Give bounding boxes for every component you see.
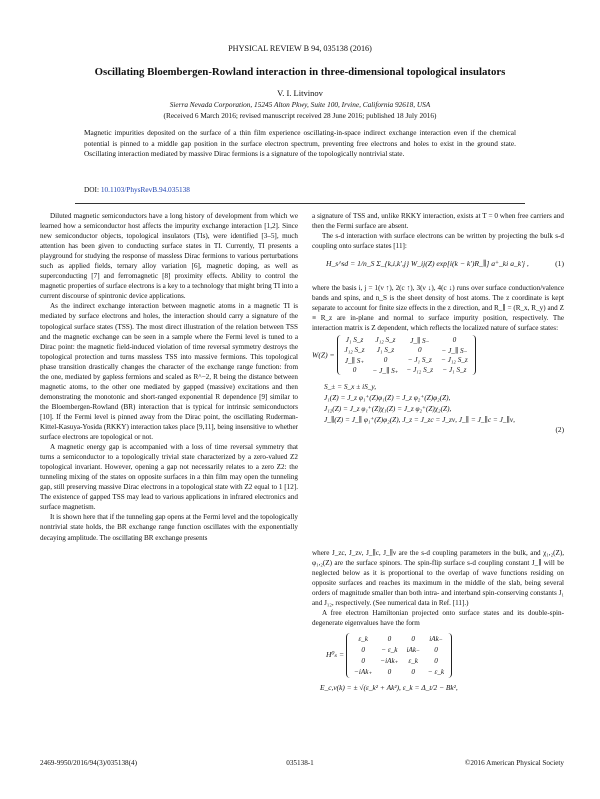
paragraph-couplings: where J_zc, J_zν, J_∥c, J_∥ν are the s-d coupling parameters in the bulk, and χ₁,₂(Z), φ₁,₂(Z) are the surface spinors. The spin-flip surface s-d coupling constant J_∥ will be neglected below as it is proportional to the overlap of wave functions residing on opposite surfaces and reaches its maximum in the middle of the slab, being several orders of magnitude smaller than both intra- and interband spin-conserving constants J₁ and J₁₂, respectively. (See numerical data in Ref. [11].) — [312, 549, 564, 608]
matrix-H-cell: −iAk₊ — [354, 668, 373, 677]
matrix-W-cell: − J₁₂ S_z — [441, 356, 468, 364]
right-column-bottom — [312, 548, 564, 693]
paragraph-intro: Diluted magnetic semiconductors have a long history of development from which we learned how a semiconductor host affects the impurity exchange interaction [1,2]. Since new semiconductor objects, topological insulators (TIs), were identified [3–5], much attention has been given to conducting surface states in TI. Currently, TI presents a playground for studying the response of massless Dirac fermions to various perturbations such as applied fields, ternary alloy variation [6], magnetic doping, as well as superconducting [7] and ferromagnetic [8] proximity effects. Ability to control the magnetic properties of surface electrons is a key to a technology that might bring TI into a current discourse of spintronic device applications. — [40, 212, 298, 301]
matrix-W — [337, 335, 476, 375]
matrix-H-cell: ε_k — [408, 656, 418, 665]
equation-2-number: (2) — [555, 425, 564, 434]
matrix-H-cell: 0 — [411, 634, 415, 643]
paragraph-basis: where the basis i, j = 1(ν ↑), 2(c ↑), 3(ν ↓), 4(c ↓) runs over surface conduction/valence bands and spins, and n_S is the sheet density of host atoms. The z coordinate is kept separate to account for finite size effects in the z direction, and R_∥ = (R_x, R_y) and Z ≡ R_z are in-plane and normal to surface impurity position, respectively. The interaction matrix is Z dependent, which reflects the localized nature of surface states: — [312, 284, 564, 333]
matrix-W-row — [341, 355, 472, 365]
left-column — [40, 211, 298, 543]
matrix-H-row — [350, 655, 448, 666]
matrix-H-row — [350, 644, 448, 655]
doi-link[interactable]: 10.1103/PhysRevB.94.035138 — [100, 185, 190, 194]
matrix-H-cell: − ε_k — [427, 668, 445, 677]
definition-line: J₁₂(Z) = J_z φ₁⁺(Z)χ₁(Z) = J_z φ₂⁺(Z)χ₂(Z), — [324, 404, 452, 413]
paragraph-signature: a signature of TSS and, unlike RKKY interaction, exists at T = 0 when free carriers and then the Fermi surface are absent. — [312, 212, 564, 231]
matrix-W-cell: J_∥ S₋ — [410, 336, 430, 345]
paragraph-exchange: As the indirect exchange interaction between magnetic atoms in a magnetic TI is mediated by surface electrons and holes, the interaction should carry a signature of the topological surface states (TSS). The most direct illustration of the relation between TSS and the magnetic exchange can be seen in a sample where the Fermi level is tuned to a Dirac point: the magnetic field-induced violation of time reversal symmetry destroys the topological protection and turns massless TSS into massive fermions. This topological phase transition drastically changes the character of the exchange range function: from the one, mediated by gapless fermions and scaled as R^−2, R being the distance between magnetic atoms, to the other one mediated by gapped (massive) excitations and then demonstrating the monotonic and short-ranged exponential R dependence [9] similar to the Bloembergen-Rowland (BR) interaction that is typical for intrinsic semiconductors [10]. If the Fermi level is pinned away from the Dirac point, the oscillating Ruderman-Kittel-Kasuya-Yosida (RKKY) interaction takes place [9,11], being insensitive to whether surface electrons are topological or not. — [40, 302, 298, 442]
matrix-H-row — [350, 667, 448, 678]
doi-label: DOI: — [84, 185, 99, 194]
matrix-H-cell: 0 — [434, 656, 438, 665]
paragraph-result: It is shown here that if the tunneling gap opens at the Fermi level and the topologically nontrivial state holds, the BR exchange range function oscillates with the exponentially decaying amplitude. The oscillating BR exchange presents — [40, 513, 298, 542]
footer-page: 035138-1 — [286, 759, 314, 767]
matrix-H-cell: −iAk₊ — [380, 656, 399, 665]
matrix-H-cell: 0 — [434, 645, 438, 654]
equation-1-number: (1) — [555, 259, 564, 269]
received-dates: (Received 6 March 2016; revised manuscript received 28 June 2016; published 18 July 2016) — [163, 111, 437, 120]
matrix-H-equation — [326, 633, 564, 677]
matrix-H-row — [350, 633, 448, 644]
matrix-W-cell: J₁ S_z — [376, 346, 395, 354]
matrix-W-row — [341, 345, 472, 355]
matrix-W-cell: J_∥ S₊ — [344, 356, 365, 365]
matrix-W-cell: − J_∥ S₋ — [441, 346, 468, 355]
matrix-H-cell: 0 — [387, 668, 392, 677]
matrix-H-cell: iAk₋ — [429, 634, 443, 643]
matrix-W-block — [312, 335, 564, 435]
matrix-H-cell: iAk₋ — [406, 645, 420, 654]
matrix-W-cell: − J₁ S_z — [442, 366, 467, 374]
author-name: V. I. Litvinov — [277, 88, 323, 98]
journal-header: PHYSICAL REVIEW B 94, 035138 (2016) — [228, 44, 372, 53]
matrix-W-label: W(Z) = — [312, 350, 335, 360]
author-affiliation: Sierra Nevada Corporation, 15245 Alton Pkwy, Suite 100, Irvine, California 92618, USA — [169, 100, 431, 109]
matrix-H-cell: 0 — [411, 668, 415, 677]
section-divider — [75, 203, 525, 204]
matrix-W-cell: J₁₂ S_z — [344, 346, 365, 354]
coupling-definitions — [324, 381, 564, 425]
footer-copyright: ©2016 American Physical Society — [464, 759, 564, 767]
matrix-H-cell: − ε_k — [381, 645, 398, 654]
matrix-W-cell: 0 — [352, 366, 357, 374]
matrix-H-label: H⁰ₛ = — [326, 650, 345, 660]
equation-1-body: H_s^sd = 1/n_S Σ_{k,i,k′,j} W_ij(Z) exp[i(k − k′)R_∥] a⁺_ki a_k′j , — [326, 259, 529, 269]
paragraph-gap: A magnetic energy gap is accompanied with a loss of time reversal symmetry that turns a semiconductor to a topologically trivial state characterized by a zero-valued Z2 topological invariant. However, opening a gap not necessarily relates to a zero Z2: the tunneling mixing of the states on opposite surfaces in a thin film may open the tunneling gap, still preserving massive Dirac electrons in a topological state with Z2 equal to 1 [12]. The existence of gapped TSS may lead to various applications in infrared electronics and surface magnetism. — [40, 443, 298, 512]
definition-line: S_± = S_x ± iS_y, — [324, 382, 377, 391]
definition-line: J_∥(Z) = J_∥ φ₁⁺(Z)φ₂(Z), J_z = J_zc = J_zν, J_∥ = J_∥c = J_∥ν, — [324, 415, 515, 424]
matrix-W-cell: J₁₂ S_z — [375, 336, 396, 344]
matrix-W-cell: 0 — [452, 336, 457, 344]
matrix-W-cell: 0 — [383, 356, 388, 364]
paper-title: Oscillating Bloembergen-Rowland interaction in three-dimensional topological insulators — [94, 66, 506, 78]
right-column-top — [312, 211, 564, 333]
equation-1 — [326, 259, 564, 275]
paragraph-sd-intro: The s-d interaction with surface electrons can be written by projecting the bulk s-d coupling onto surface states [11]: — [312, 232, 564, 251]
matrix-W-cell: − J_∥ S₊ — [372, 366, 399, 375]
matrix-W-cell: J₁ S_z — [345, 336, 364, 344]
equation-2 — [312, 425, 564, 435]
matrix-H-cell: 0 — [361, 656, 365, 665]
matrix-W-cell: 0 — [417, 346, 422, 354]
matrix-W-cell: − J₁ S_z — [407, 356, 432, 364]
matrix-W-row — [341, 365, 472, 375]
definition-line: J₁(Z) = J_z φ₁⁺(Z)φ₁(Z) = J_z φ₂⁺(Z)φ₂(Z), — [324, 393, 451, 402]
matrix-H-cell: 0 — [387, 634, 392, 643]
eigenvalue-equation: E_c,ν(k) = ± √(ε_k² + Ak²), ε_k = Δ_t/2 − Bk², — [320, 682, 458, 692]
matrix-W-row — [341, 335, 472, 345]
paragraph-hamiltonian: A free electron Hamiltonian projected onto surface states and its double-spin-degenerate eigenvalues have the form — [312, 609, 564, 628]
matrix-W-cell: − J₁₂ S_z — [406, 366, 434, 374]
doi-line — [84, 185, 190, 194]
matrix-H-cell: 0 — [361, 645, 365, 654]
matrix-H — [346, 633, 452, 677]
matrix-W-equation — [312, 335, 564, 375]
abstract: Magnetic impurities deposited on the surface of a thin film experience oscillating-in-space indirect exchange interaction even if the chemical potential is pinned to a middle gap position in the surface electron spectrum, preventing free electrons and holes to exist in the ground state. Oscillating interaction mediated by massive Dirac fermions is a signature of the topologically nontrivial state. — [84, 128, 516, 159]
matrix-H-cell: ε_k — [358, 634, 368, 643]
footer-issn: 2469-9950/2016/94(3)/035138(4) — [40, 759, 138, 767]
